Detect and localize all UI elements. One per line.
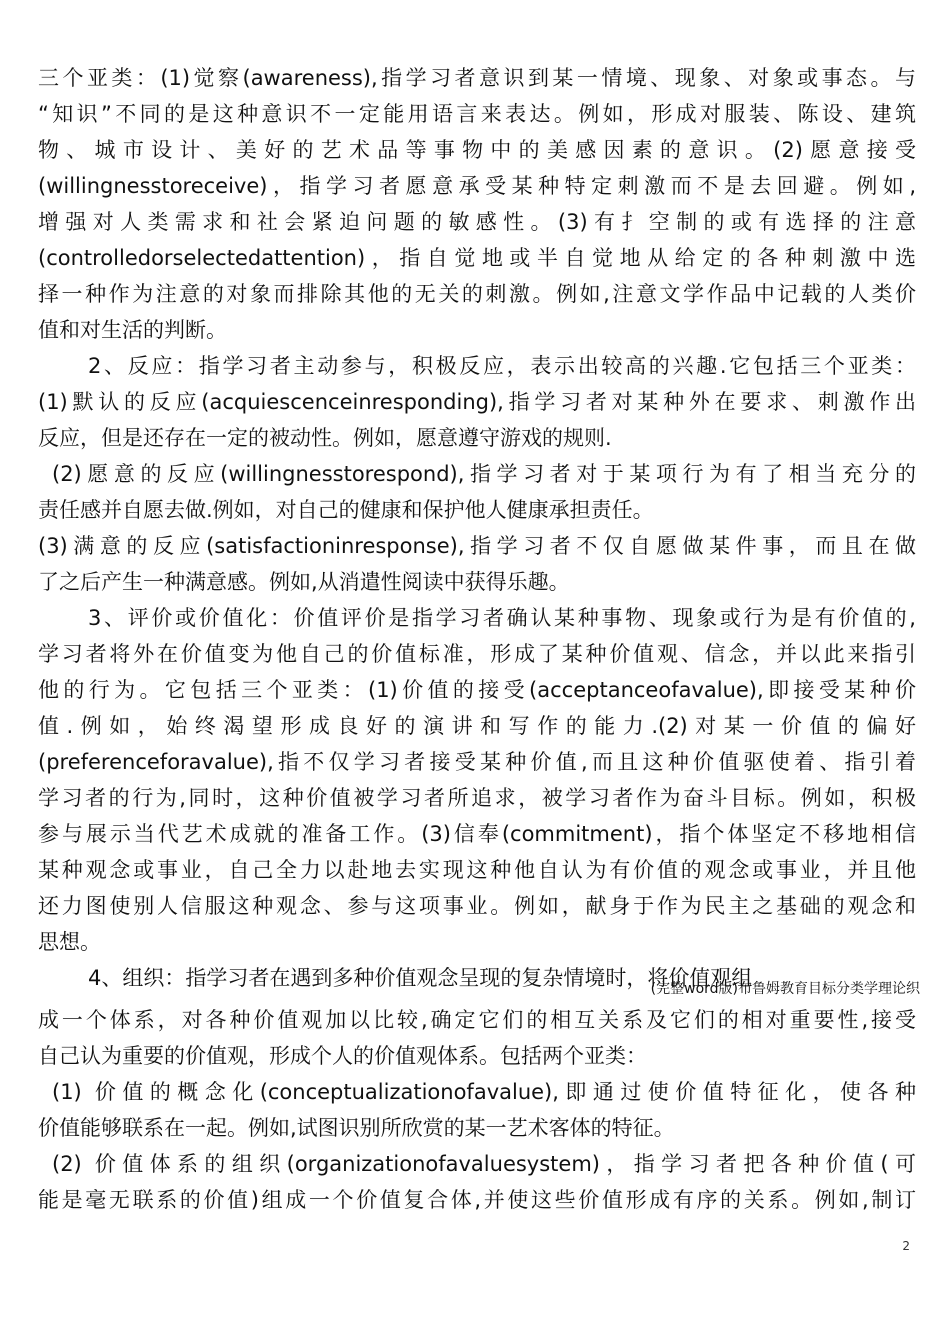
body-text-line: 参与展示当代艺术成就的准备工作。(3)信奉(commitment)，指个体坚定不移地相信 (38, 822, 916, 846)
body-text-line: 值和对生活的判断。 (38, 318, 227, 342)
body-text-line: 责任感并自愿去做.例如，对自己的健康和保护他人健康承担责任。 (38, 498, 654, 522)
body-text-line: 自己认为重要的价值观，形成个人的价值观体系。包括两个亚类： (38, 1044, 647, 1068)
section-heading-valuing: 3、评价或价值化：价值评价是指学习者确认某种事物、现象或行为是有价值的, (88, 606, 916, 630)
body-text-line: 物、城市设计、美好的艺术品等事物中的美感因素的意识。(2)愿意接受 (38, 138, 916, 162)
body-text-line: (2) 价值体系的组织(organizationofavaluesystem)，指学习者把各种价值(可 (52, 1152, 916, 1176)
body-text-line: 学习者的行为,同时，这种价值被学习者所追求，被学习者作为奋斗目标。例如，积极 (38, 786, 916, 810)
body-text-line: (willingnesstoreceive)，指学习者愿意承受某种特定刺激而不是去回避。例如, (38, 174, 916, 198)
body-text-line: “知识”不同的是这种意识不一定能用语言来表达。例如，形成对服装、陈设、建筑 (38, 102, 916, 126)
body-text-line: 还力图使别人信服这种观念、参与这项事业。例如，献身于作为民主之基础的观念和 (38, 894, 916, 918)
page-number: 2 (902, 1239, 910, 1253)
body-text-line: 值.例如，始终渴望形成良好的演讲和写作的能力.(2)对某一价值的偏好 (38, 714, 916, 738)
body-text-line: (1)默认的反应(acquiescenceinresponding),指学习者对某种外在要求、刺激作出 (38, 390, 916, 414)
body-text-line: (3)满意的反应(satisfactioninresponse),指学习者不仅自愿做某件事，而且在做 (38, 534, 916, 558)
body-text-line: 增强对人类需求和社会紧迫问题的敏感性。(3)有扌空制的或有选择的注意 (38, 210, 916, 234)
body-text-line: 择一种作为注意的对象而排除其他的无关的刺激。例如,注意文学作品中记载的人类价 (38, 282, 916, 306)
body-text-line: 思想。 (38, 930, 101, 954)
body-text-line: 能是毫无联系的价值)组成一个价值复合体,并使这些价值形成有序的关系。例如,制订 (38, 1188, 916, 1212)
body-text-line: 成一个体系，对各种价值观加以比较,确定它们的相互关系及它们的相对重要性,接受 (38, 1008, 916, 1032)
body-text-line: 三个亚类：(1)觉察(awareness),指学习者意识到某一情境、现象、对象或事态。与 (38, 66, 916, 90)
body-text-line: 某种观念或事业，自己全力以赴地去实现这种他自认为有价值的观念或事业，并且他 (38, 858, 916, 882)
body-text-line: (controlledorselectedattention)，指自觉地或半自觉地从给定的各种刺激中选 (38, 246, 916, 270)
body-text-line: 价值能够联系在一起。例如,试图识别所欣赏的某一艺术客体的特征。 (38, 1116, 675, 1140)
section-heading-organization: 4、组织：指学习者在遇到多种价值观念呈现的复杂情境时，将价值观组 (88, 966, 753, 990)
body-text-line: 学习者将外在价值变为他自己的价值标准，形成了某种价值观、信念，并以此来指引 (38, 642, 916, 666)
running-header: (完整word版)布鲁姆教育目标分类学理论织 (650, 981, 920, 997)
body-text-line: (preferenceforavalue),指不仅学习者接受某种价值,而且这种价值驱使着、指引着 (38, 750, 916, 774)
body-text-line: 反应，但是还存在一定的被动性。例如，愿意遵守游戏的规则. (38, 426, 612, 450)
body-text-line: 他的行为。它包括三个亚类：(1)价值的接受(acceptanceofavalue),即接受某种价 (38, 678, 916, 702)
body-text-line: (1) 价值的概念化(conceptualizationofavalue),即通过使价值特征化，使各种 (52, 1080, 916, 1104)
section-heading-response: 2、反应：指学习者主动参与，积极反应，表示出较高的兴趣.它包括三个亚类： (88, 354, 916, 378)
body-text-line: 了之后产生一种满意感。例如,从消遣性阅读中获得乐趣。 (38, 570, 570, 594)
body-text-line: (2)愿意的反应(willingnesstorespond),指学习者对于某项行为有了相当充分的 (52, 462, 916, 486)
